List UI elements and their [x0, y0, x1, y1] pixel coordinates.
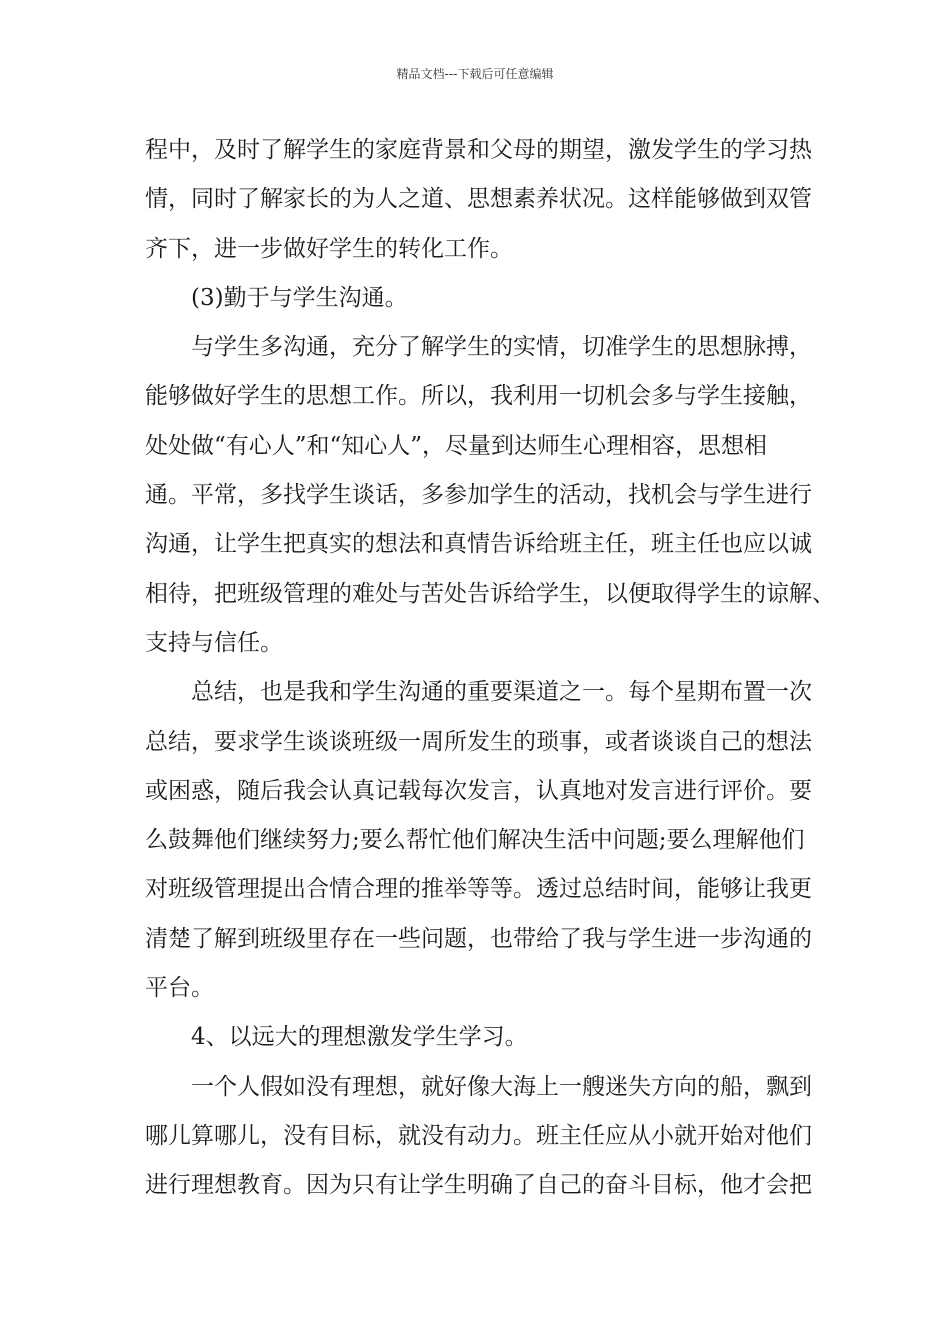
text-line: 或困惑，随后我会认真记载每次发言，认真地对发言进行评价。要 — [145, 777, 812, 804]
text-line: 能够做好学生的思想工作。所以，我利用一切机会多与学生接触， — [145, 383, 812, 410]
text-line: 进行理想教育。因为只有让学生明确了自己的奋斗目标，他才会把 — [145, 1172, 812, 1199]
text-line: 情，同时了解家长的为人之道、思想素养状况。这样能够做到双管 — [145, 186, 812, 213]
text-line: 程中，及时了解学生的家庭背景和父母的期望，激发学生的学习热 — [145, 137, 812, 163]
text-line: 4、以远大的理想激发学生学习。 — [191, 1024, 528, 1051]
text-line: 与学生多沟通，充分了解学生的实情，切准学生的思想脉搏， — [191, 334, 812, 361]
paragraph — [145, 1013, 835, 1062]
text-line: 清楚了解到班级里存在一些问题，也带给了我与学生进一步沟通的 — [145, 925, 812, 952]
paragraph — [145, 126, 835, 274]
text-line: 沟通，让学生把真实的想法和真情告诉给班主任，班主任也应以诚 — [145, 531, 812, 558]
text-line: 总结，也是我和学生沟通的重要渠道之一。每个星期布置一次 — [191, 679, 812, 706]
text-line: (3)勤于与学生沟通。 — [191, 284, 408, 311]
text-line: 平台。 — [145, 975, 214, 1002]
paragraph — [145, 274, 835, 323]
text-line: 一个人假如没有理想，就好像大海上一艘迷失方向的船，飘到 — [191, 1073, 812, 1100]
text-line: 总结，要求学生谈谈班级一周所发生的琐事，或者谈谈自己的想法 — [145, 728, 812, 755]
text-line: 对班级管理提出合情合理的推举等等。透过总结时间，能够让我更 — [145, 876, 812, 903]
text-line: 相待，把班级管理的难处与苦处告诉给学生，以便取得学生的谅解、 — [145, 580, 835, 607]
text-line: 处处做“有心人”和“知心人”，尽量到达师生心理相容，思想相 — [145, 432, 768, 459]
page-header: 精品文档---下载后可任意编辑 — [396, 67, 554, 81]
text-line: 哪儿算哪儿，没有目标，就没有动力。班主任应从小就开始对他们 — [145, 1122, 812, 1149]
text-line: 么鼓舞他们继续努力;要么帮忙他们解决生活中问题;要么理解他们 — [145, 827, 805, 854]
paragraph — [145, 668, 835, 1013]
text-line: 通。平常，多找学生谈话，多参加学生的活动，找机会与学生进行 — [145, 482, 812, 509]
paragraph — [145, 323, 835, 668]
text-line: 支持与信任。 — [145, 629, 283, 656]
document-body — [145, 126, 835, 1211]
text-line: 齐下，进一步做好学生的转化工作。 — [145, 235, 513, 262]
paragraph — [145, 1063, 835, 1211]
